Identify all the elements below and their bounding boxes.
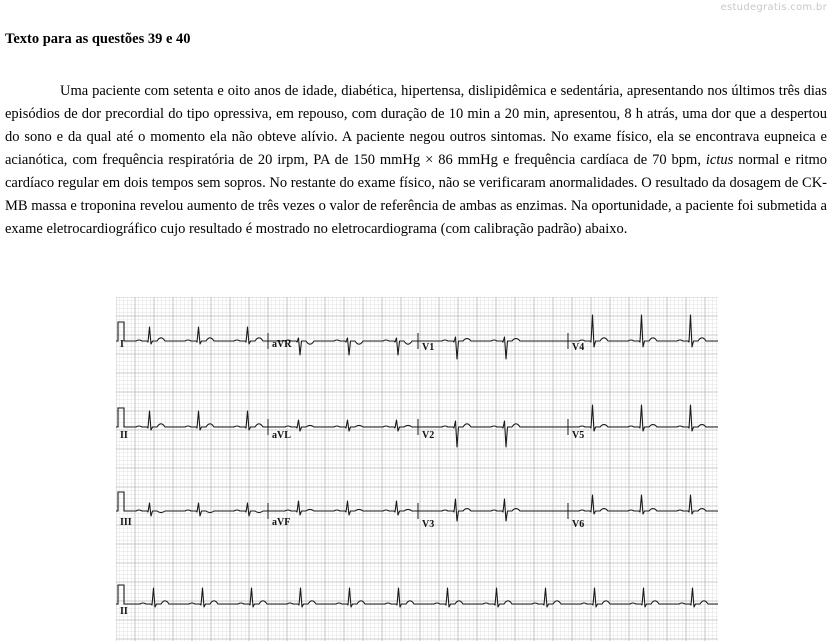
- paragraph-italic-term: ictus: [705, 152, 734, 168]
- lead-label-avl: aVL: [272, 430, 291, 441]
- lead-label-v6: V6: [572, 519, 585, 530]
- lead-label-v4: V4: [572, 342, 585, 353]
- paragraph-text-1: Uma paciente com setenta e oito anos de idade, diabética, hipertensa, dislipidêmica e sedentária, apresentando nos últimos três dias episódios de dor precordial do tipo opressiva, em repouso, com duração de 10 min a 20 min, apresentou, 8 h atrás, uma dor que a despertou do sono e da qual até o momento ela não obteve alívio. A paciente negou outros sintomas. No exame físico, ela se encontrava eupneica e acianótica, com frequência respiratória de 20 irpm, PA de 150 mmHg × 86 mmHg e frequência cardíaca de 70 bpm,: [5, 83, 827, 168]
- ecg-image: [116, 297, 718, 641]
- lead-label-v3: V3: [422, 519, 435, 530]
- lead-label-ii: II: [120, 606, 128, 617]
- lead-label-ii: II: [120, 430, 128, 441]
- site-watermark: estudegratis.com.br: [720, 2, 827, 13]
- question-heading: Texto para as questões 39 e 40: [5, 31, 191, 47]
- paragraph-text-2: normal e ritmo cardíaco regular em dois tempos sem sopros. No restante do exame físico, não se verificaram anormalidades. O resultado da dosagem de CK-MB massa e troponina revelou aumento de três vezes o valor de referência de ambas as enzimas. Na oportunidade, a paciente foi submetida a exame eletrocardiográfico cujo resultado é mostrado no eletrocardiograma (com calibração padrão) abaixo.: [5, 152, 827, 237]
- lead-label-v1: V1: [422, 342, 435, 353]
- lead-label-avf: aVF: [272, 517, 291, 528]
- ecg-grid: [116, 297, 718, 641]
- lead-label-iii: III: [120, 517, 132, 528]
- lead-label-v5: V5: [572, 430, 585, 441]
- ecg-tracing: [116, 297, 718, 641]
- lead-label-i: I: [120, 339, 124, 350]
- lead-label-avr: aVR: [272, 339, 292, 350]
- clinical-case-paragraph: [5, 80, 827, 241]
- lead-label-v2: V2: [422, 430, 435, 441]
